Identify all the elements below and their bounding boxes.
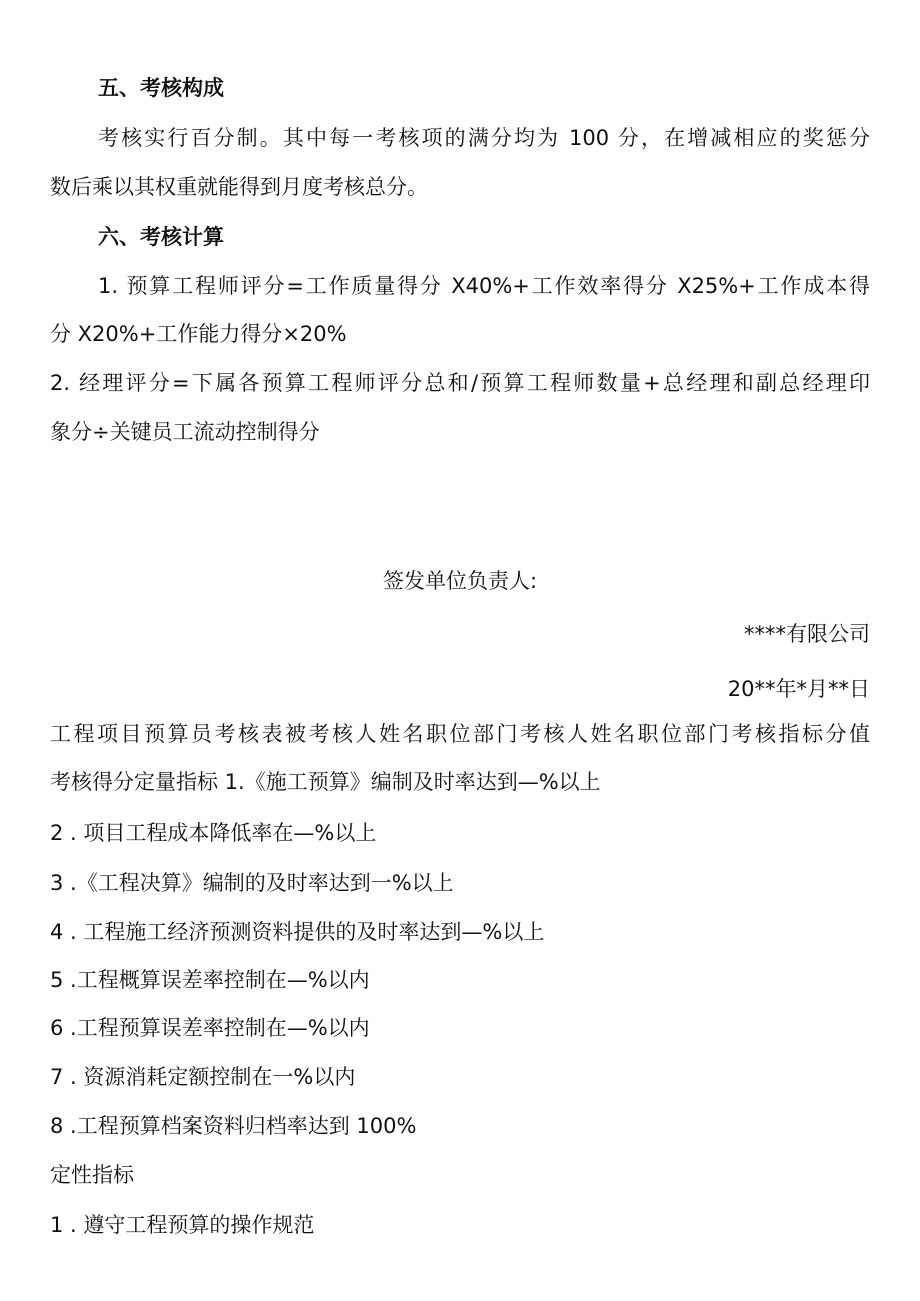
issue-date: 20**年*月**日 [727,677,870,701]
formula-2-line-2: 象分÷关键员工流动控制得分 [50,420,320,444]
signatory-label: 签发单位负责人: [382,569,538,593]
quant-item: 2 . 项目工程成本降低率在—%以上 [50,821,377,845]
qualitative-heading: 定性指标 [50,1163,134,1187]
form-header-line-2: 考核得分定量指标 1.《施工预算》编制及时率达到—%以上 [50,770,601,794]
formula-2-line-1: 2. 经理评分=下属各预算工程师评分总和/预算工程师数量+总经理和副总经理印 [50,371,870,395]
quant-item: 5 .工程概算误差率控制在—%以内 [50,968,370,992]
formula-1-line-1: 1. 预算工程师评分=工作质量得分 X40%+工作效率得分 X25%+工作成本得 [98,274,870,298]
quant-item: 4 . 工程施工经济预测资料提供的及时率达到—%以上 [50,920,545,944]
form-header-line-1: 工程项目预算员考核表被考核人姓名职位部门考核人姓名职位部门考核指标分值 [50,722,870,746]
company-name: ****有限公司 [744,622,870,646]
section-5-heading: 五、考核构成 [98,76,224,100]
quant-item: 7 . 资源消耗定额控制在一%以内 [50,1065,356,1089]
qual-item: 1 . 遵守工程预算的操作规范 [50,1213,315,1237]
section-5-paragraph-line-1: 考核实行百分制。其中每一考核项的满分均为 100 分，在增减相应的奖惩分 [98,126,870,150]
formula-1-line-2: 分 X20%+工作能力得分×20% [50,322,347,346]
section-5-paragraph-line-2: 数后乘以其权重就能得到月度考核总分。 [50,175,428,199]
section-6-heading: 六、考核计算 [98,225,224,249]
quant-item: 8 .工程预算档案资料归档率达到 100% [50,1114,417,1138]
quant-item: 3 .《工程决算》编制的及时率达到一%以上 [50,871,454,895]
quant-item: 6 .工程预算误差率控制在—%以内 [50,1016,370,1040]
